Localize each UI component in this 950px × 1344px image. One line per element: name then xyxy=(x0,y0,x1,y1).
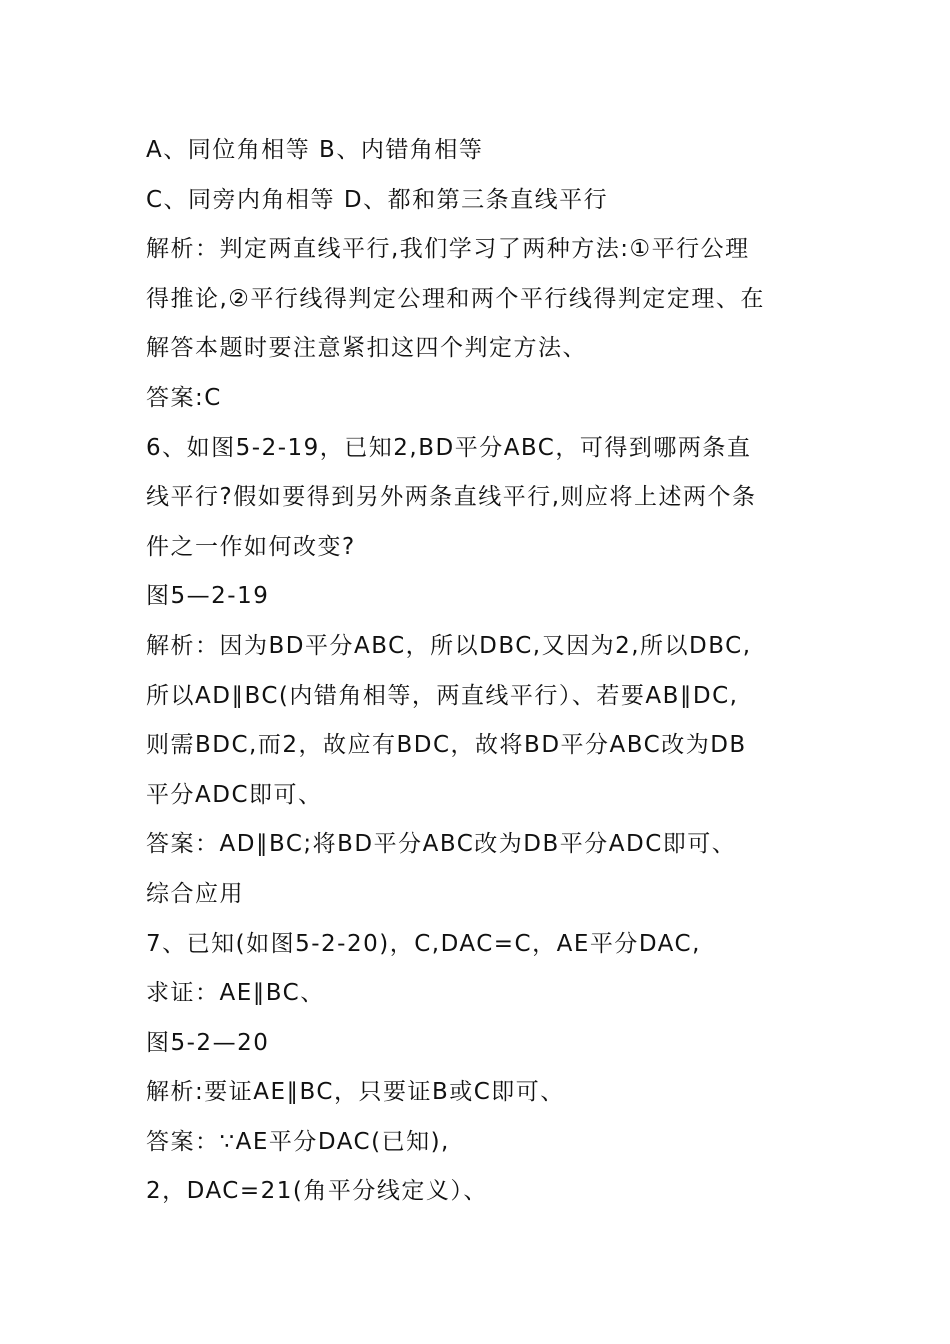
figure-caption: 图5—2-19 xyxy=(146,583,270,610)
text-line: 求证：AE∥BC、 xyxy=(146,980,325,1007)
text-line: 解析:要证AE∥BC，只要证B或C即可、 xyxy=(146,1079,565,1106)
text-line: 平分ADC即可、 xyxy=(146,781,323,808)
text-line: C、同旁内角相等 D、都和第三条直线平行 xyxy=(146,186,609,213)
text-line: 则需BDC,而2，故应有BDC，故将BD平分ABC改为DB xyxy=(146,732,747,759)
text-line: 解析：因为BD平分ABC，所以DBC,又因为2,所以DBC, xyxy=(146,632,752,659)
answer-line: 答案：∵AE平分DAC(已知), xyxy=(146,1128,450,1155)
question-line: 6、如图5-2-19，已知2,BD平分ABC，可得到哪两条直 xyxy=(146,434,752,461)
question-line: 7、已知(如图5-2-20)，C,DAC=C，AE平分DAC, xyxy=(146,930,701,957)
text-line: A、同位角相等 B、内错角相等 xyxy=(146,137,484,163)
answer-line: 答案：AD∥BC;将BD平分ABC改为DB平分ADC即可、 xyxy=(146,831,737,858)
answer-line: 答案:C xyxy=(146,384,222,411)
document-body xyxy=(146,126,816,1217)
text-line: 2，DAC=21(角平分线定义）、 xyxy=(146,1178,488,1205)
text-line: 所以AD∥BC(内错角相等，两直线平行）、若要AB∥DC, xyxy=(146,682,739,709)
text-line: 件之一作如何改变? xyxy=(146,533,356,560)
figure-caption: 图5-2—20 xyxy=(146,1029,270,1056)
text-line: 线平行?假如要得到另外两条直线平行,则应将上述两个条 xyxy=(146,484,757,511)
section-heading: 综合应用 xyxy=(146,880,244,907)
text-line: 得推论,②平行线得判定公理和两个平行线得判定定理、在 xyxy=(146,285,765,312)
text-line: 解析：判定两直线平行,我们学习了两种方法:①平行公理 xyxy=(146,236,750,263)
text-line: 解答本题时要注意紧扣这四个判定方法、 xyxy=(146,335,587,362)
